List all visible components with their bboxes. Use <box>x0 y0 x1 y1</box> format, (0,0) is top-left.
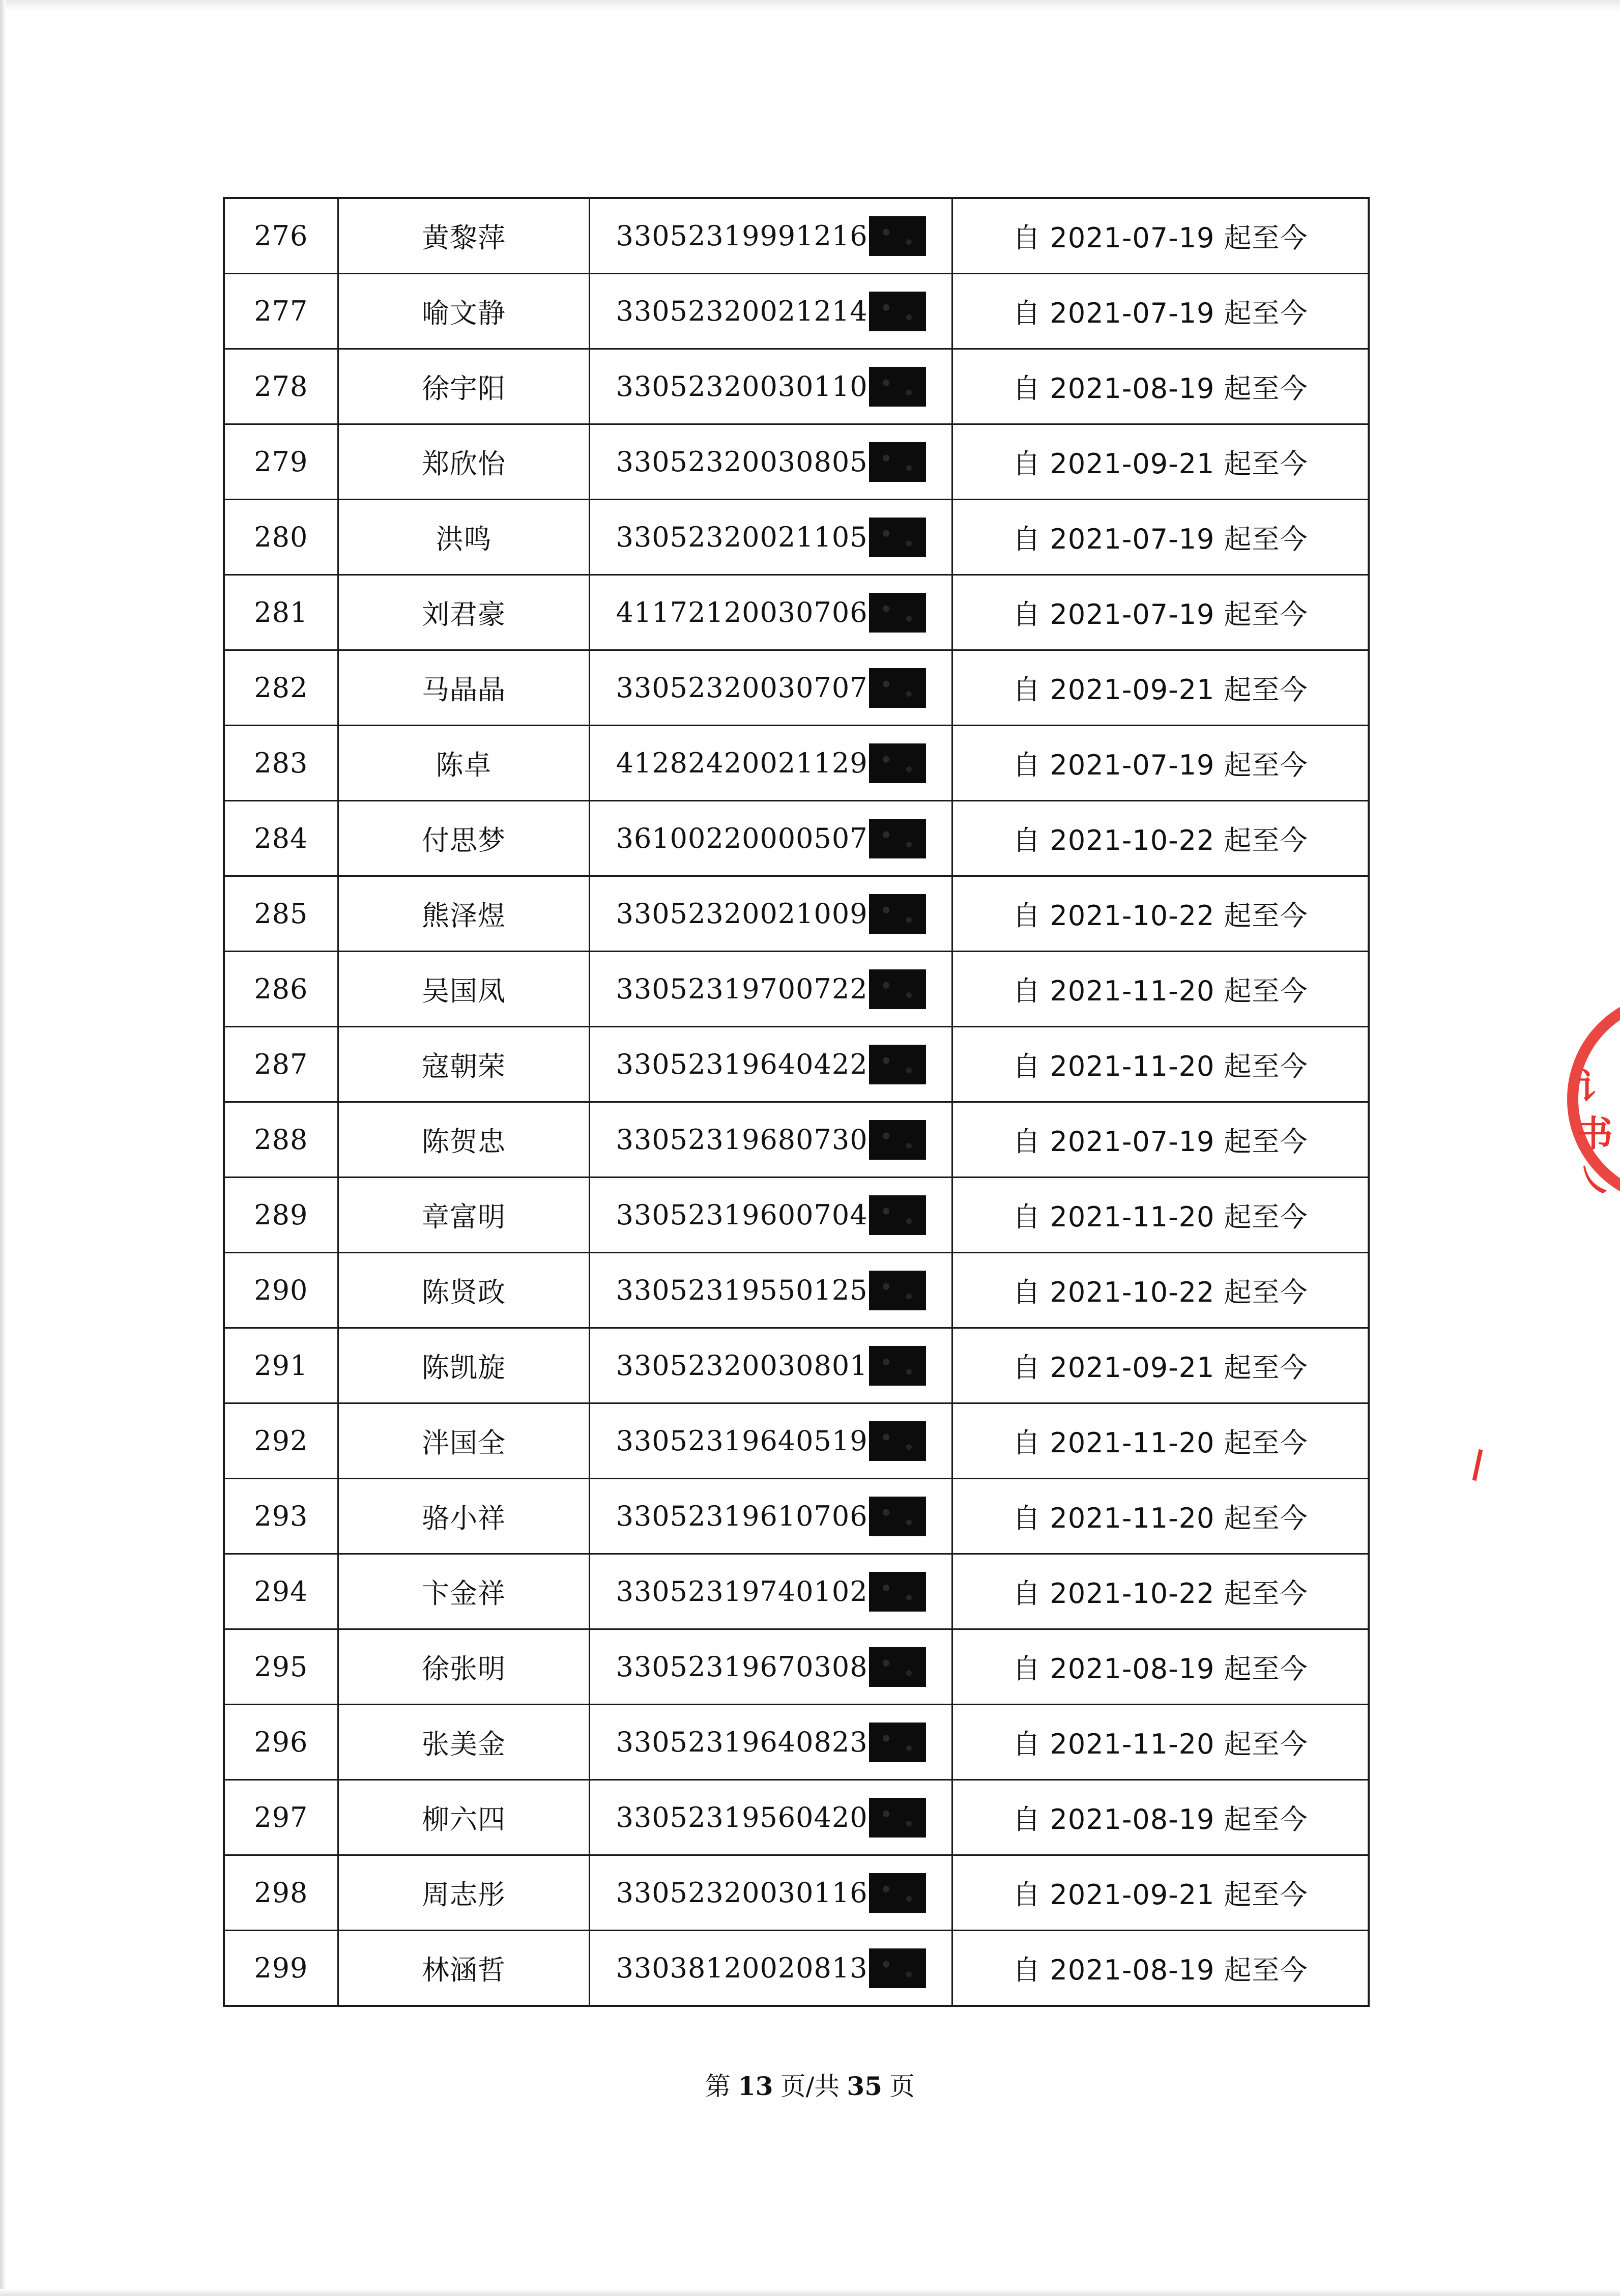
person-name: 徐张明 <box>338 1629 590 1705</box>
redaction-block <box>869 894 926 934</box>
id-number-cell <box>590 876 952 952</box>
person-name: 洪鸣 <box>338 500 590 575</box>
row-index: 294 <box>224 1554 338 1629</box>
table-row <box>224 1102 1369 1178</box>
redaction-block <box>869 216 926 256</box>
id-number-visible: 33052319560420 <box>616 1801 868 1833</box>
period-text: 自 2021-11-20 起至今 <box>952 1403 1369 1479</box>
id-number-visible: 33052319640519 <box>616 1425 868 1457</box>
id-number-visible: 33038120020813 <box>616 1952 868 1984</box>
id-number-visible: 33052319700722 <box>616 973 868 1005</box>
id-number-visible: 33052319550125 <box>616 1274 868 1306</box>
redaction-block <box>869 1647 926 1687</box>
id-number-cell <box>590 500 952 575</box>
person-name: 吴国凤 <box>338 952 590 1027</box>
id-number-cell <box>590 1178 952 1253</box>
redaction-block <box>869 518 926 557</box>
id-number-visible: 41172120030706 <box>616 596 868 628</box>
person-name: 陈卓 <box>338 726 590 801</box>
row-index: 299 <box>224 1931 338 2006</box>
id-number-visible: 33052319991216 <box>616 220 868 252</box>
id-number-cell <box>590 349 952 424</box>
id-number-cell <box>590 1479 952 1554</box>
id-number-cell <box>590 274 952 349</box>
id-number-visible: 33052320021009 <box>616 898 868 930</box>
table-body <box>224 198 1369 2006</box>
period-text: 自 2021-07-19 起至今 <box>952 1102 1369 1178</box>
table-row <box>224 575 1369 650</box>
period-text: 自 2021-11-20 起至今 <box>952 1027 1369 1102</box>
seal-fragment-text <box>1577 1064 1613 1204</box>
redaction-block <box>869 668 926 708</box>
period-text: 自 2021-10-22 起至今 <box>952 1554 1369 1629</box>
row-index: 289 <box>224 1178 338 1253</box>
person-name: 陈贺忠 <box>338 1102 590 1178</box>
period-text: 自 2021-09-21 起至今 <box>952 1855 1369 1931</box>
redaction-block <box>869 969 926 1009</box>
id-number-cell <box>590 424 952 500</box>
table-row <box>224 1780 1369 1855</box>
redaction-block <box>869 593 926 633</box>
person-name: 寇朝荣 <box>338 1027 590 1102</box>
id-number-cell <box>590 801 952 876</box>
personnel-table <box>223 197 1370 2007</box>
id-number-cell <box>590 575 952 650</box>
redaction-block <box>869 1271 926 1310</box>
row-index: 285 <box>224 876 338 952</box>
person-name: 林涵哲 <box>338 1931 590 2006</box>
table-row <box>224 1403 1369 1479</box>
id-number-cell <box>590 726 952 801</box>
redaction-block <box>869 1045 926 1084</box>
period-text: 自 2021-11-20 起至今 <box>952 952 1369 1027</box>
id-number-cell <box>590 1253 952 1328</box>
row-index: 298 <box>224 1855 338 1931</box>
id-number-visible: 33052320030805 <box>616 446 868 478</box>
table-row <box>224 726 1369 801</box>
red-ink-mark <box>1472 1449 1483 1481</box>
id-number-visible: 33052319610706 <box>616 1500 868 1532</box>
redaction-block <box>869 1120 926 1160</box>
redaction-block <box>869 1421 926 1461</box>
row-index: 296 <box>224 1705 338 1780</box>
id-number-cell <box>590 952 952 1027</box>
person-name: 柳六四 <box>338 1780 590 1855</box>
person-name: 付思梦 <box>338 801 590 876</box>
id-number-visible: 33052319740102 <box>616 1575 868 1608</box>
id-number-cell <box>590 1705 952 1780</box>
table-row <box>224 1705 1369 1780</box>
table-row <box>224 650 1369 726</box>
period-text: 自 2021-09-21 起至今 <box>952 424 1369 500</box>
id-number-cell <box>590 1554 952 1629</box>
row-index: 282 <box>224 650 338 726</box>
footer-suffix: 页 <box>889 2072 915 2101</box>
redaction-block <box>869 1195 926 1235</box>
person-name: 骆小祥 <box>338 1479 590 1554</box>
person-name: 熊泽煜 <box>338 876 590 952</box>
id-number-visible: 41282420021129 <box>616 747 868 779</box>
person-name: 卞金祥 <box>338 1554 590 1629</box>
period-text: 自 2021-07-19 起至今 <box>952 500 1369 575</box>
period-text: 自 2021-07-19 起至今 <box>952 274 1369 349</box>
row-index: 278 <box>224 349 338 424</box>
id-number-cell <box>590 1629 952 1705</box>
redaction-block <box>869 442 926 482</box>
redaction-block <box>869 292 926 331</box>
table-row <box>224 500 1369 575</box>
person-name: 陈贤政 <box>338 1253 590 1328</box>
id-number-cell <box>590 1102 952 1178</box>
redaction-block <box>869 1497 926 1536</box>
row-index: 290 <box>224 1253 338 1328</box>
table-row <box>224 1027 1369 1102</box>
redaction-block <box>869 1346 926 1386</box>
row-index: 292 <box>224 1403 338 1479</box>
period-text: 自 2021-11-20 起至今 <box>952 1705 1369 1780</box>
id-number-cell <box>590 1027 952 1102</box>
redaction-block <box>869 367 926 407</box>
seal-char: 讠 <box>1577 1066 1613 1108</box>
id-number-visible: 33052320030116 <box>616 1877 868 1909</box>
person-name: 周志彤 <box>338 1855 590 1931</box>
table-row <box>224 274 1369 349</box>
period-text: 自 2021-11-20 起至今 <box>952 1178 1369 1253</box>
page-footer <box>0 2066 1620 2103</box>
id-number-cell <box>590 1855 952 1931</box>
row-index: 291 <box>224 1328 338 1403</box>
person-name: 黄黎萍 <box>338 198 590 274</box>
period-text: 自 2021-07-19 起至今 <box>952 198 1369 274</box>
table-row <box>224 952 1369 1027</box>
id-number-visible: 33052319640823 <box>616 1726 868 1758</box>
id-number-visible: 33052320030110 <box>616 370 868 403</box>
period-text: 自 2021-07-19 起至今 <box>952 575 1369 650</box>
row-index: 281 <box>224 575 338 650</box>
period-text: 自 2021-08-19 起至今 <box>952 1629 1369 1705</box>
table-row <box>224 349 1369 424</box>
id-number-cell <box>590 650 952 726</box>
table-row <box>224 1554 1369 1629</box>
table-row <box>224 424 1369 500</box>
id-number-cell <box>590 1780 952 1855</box>
period-text: 自 2021-10-22 起至今 <box>952 801 1369 876</box>
id-number-visible: 33052319680730 <box>616 1124 868 1156</box>
table-row <box>224 1855 1369 1931</box>
period-text: 自 2021-09-21 起至今 <box>952 650 1369 726</box>
redaction-block <box>869 1572 926 1612</box>
row-index: 295 <box>224 1629 338 1705</box>
row-index: 276 <box>224 198 338 274</box>
table-row <box>224 876 1369 952</box>
row-index: 284 <box>224 801 338 876</box>
person-name: 马晶晶 <box>338 650 590 726</box>
period-text: 自 2021-11-20 起至今 <box>952 1479 1369 1554</box>
id-number-visible: 33052319640422 <box>616 1048 868 1080</box>
person-name: 张美金 <box>338 1705 590 1780</box>
id-number-cell <box>590 1403 952 1479</box>
id-number-visible: 33052319670308 <box>616 1651 868 1683</box>
scan-edge-top <box>0 0 1620 11</box>
row-index: 297 <box>224 1780 338 1855</box>
table-row <box>224 801 1369 876</box>
id-number-cell <box>590 198 952 274</box>
row-index: 277 <box>224 274 338 349</box>
row-index: 287 <box>224 1027 338 1102</box>
table-row <box>224 1178 1369 1253</box>
person-name: 喻文静 <box>338 274 590 349</box>
redaction-block <box>869 819 926 858</box>
person-name: 泮国全 <box>338 1403 590 1479</box>
id-number-visible: 33052320021105 <box>616 521 868 553</box>
person-name: 陈凯旋 <box>338 1328 590 1403</box>
id-number-cell <box>590 1328 952 1403</box>
redaction-block <box>869 743 926 783</box>
row-index: 288 <box>224 1102 338 1178</box>
redaction-block <box>869 1798 926 1838</box>
footer-page-number: 13 <box>737 2071 773 2101</box>
id-number-visible: 33052320021214 <box>616 295 868 327</box>
period-text: 自 2021-07-19 起至今 <box>952 726 1369 801</box>
table-row <box>224 1479 1369 1554</box>
period-text: 自 2021-08-19 起至今 <box>952 1931 1369 2006</box>
row-index: 293 <box>224 1479 338 1554</box>
scan-edge-left <box>0 0 6 2296</box>
redaction-block <box>869 1723 926 1762</box>
period-text: 自 2021-08-19 起至今 <box>952 349 1369 424</box>
id-number-visible: 33052320030801 <box>616 1350 868 1382</box>
footer-total-pages: 35 <box>847 2071 883 2101</box>
person-name: 郑欣怡 <box>338 424 590 500</box>
redaction-block <box>869 1873 926 1913</box>
id-number-visible: 33052319600704 <box>616 1199 868 1231</box>
footer-middle: 页/共 <box>780 2072 840 2101</box>
row-index: 280 <box>224 500 338 575</box>
table-row <box>224 198 1369 274</box>
person-name: 徐宇阳 <box>338 349 590 424</box>
redaction-block <box>869 1948 926 1988</box>
person-name: 章富明 <box>338 1178 590 1253</box>
table-row <box>224 1253 1369 1328</box>
row-index: 279 <box>224 424 338 500</box>
period-text: 自 2021-10-22 起至今 <box>952 876 1369 952</box>
row-index: 283 <box>224 726 338 801</box>
id-number-visible: 36100220000507 <box>616 822 868 854</box>
seal-char: 书 <box>1577 1113 1613 1155</box>
period-text: 自 2021-10-22 起至今 <box>952 1253 1369 1328</box>
table-row <box>224 1328 1369 1403</box>
footer-prefix: 第 <box>705 2072 731 2101</box>
row-index: 286 <box>224 952 338 1027</box>
id-number-visible: 33052320030707 <box>616 672 868 704</box>
seal-char: ㇏ <box>1577 1160 1613 1201</box>
period-text: 自 2021-09-21 起至今 <box>952 1328 1369 1403</box>
table-row <box>224 1629 1369 1705</box>
scan-edge-bottom <box>0 2289 1620 2296</box>
person-name: 刘君豪 <box>338 575 590 650</box>
table-row <box>224 1931 1369 2006</box>
period-text: 自 2021-08-19 起至今 <box>952 1780 1369 1855</box>
id-number-cell <box>590 1931 952 2006</box>
